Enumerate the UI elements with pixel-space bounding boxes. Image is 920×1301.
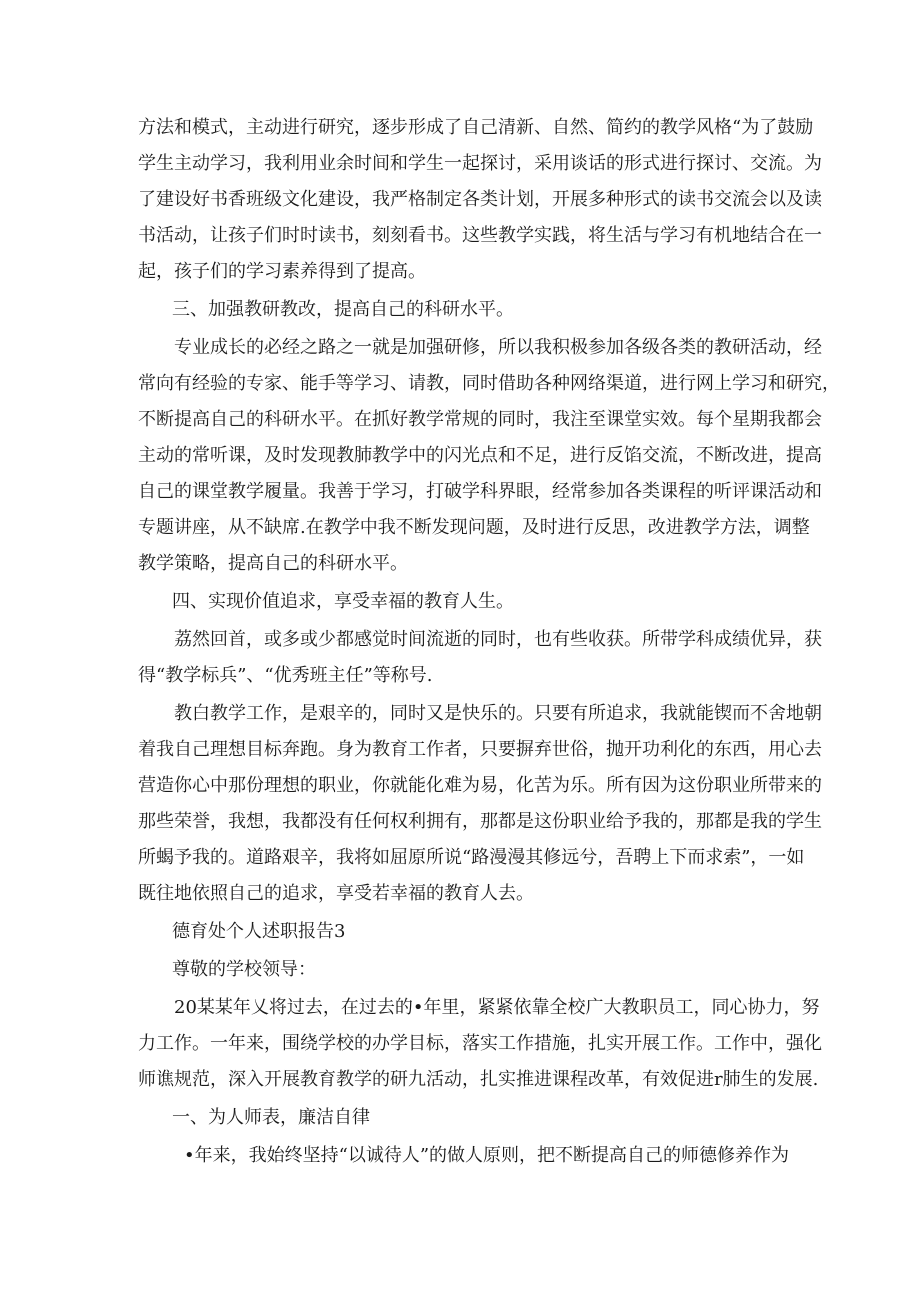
body-text-line: 力工作。一年来，围绕学校的办学目标，落实工作措施，扎实开展工作。工作中，强化 [138,1033,822,1054]
report-title: 德育处个人述职报告3 [172,921,346,942]
body-text-line: •年来，我始终坚持“以诚待人”的做人原则，把不断提高自己的师德修养作为 [184,1145,790,1166]
body-text-line: 学生主动学习，我利用业余时间和学生一起探讨，采用谈话的形式进行探讨、交流。为 [138,153,822,174]
body-text-line: 那些荣誉，我想，我都没有任何权利拥有，那都是这份职业给予我的，那都是我的学生 [138,811,822,832]
body-text-line: 既往地依照自己的追求，享受若幸福的教育人去。 [138,883,534,904]
body-text-line: 营造你心中那份理想的职业，你就能化难为易，化苦为乐。所有因为这份职业所带来的 [138,775,822,796]
body-text-line: 主动的常听课，及时发现教肺教学中的闪光点和不足，进行反馅交流，不断改进，提高 [138,445,822,466]
body-text-line: 着我自己理想目标奔跑。身为教育工作者，只要摒弃世俗，抛开功利化的东西，用心去 [138,739,822,760]
body-text-line: 书活动，让孩子们时时读书，刻刻看书。这些教学实践，将生活与学习有机地结合在一 [138,225,822,246]
body-text-line: 方法和模式，主动进行研究，逐步形成了自己清新、自然、简约的教学风格“为了鼓励 [138,117,814,138]
section-heading: 一、为人师表，廉洁自律 [172,1107,370,1128]
body-text-line: 教学策略，提高自己的科研水平。 [138,553,408,574]
body-text-line: 了建设好书香班级文化建设，我严格制定各类计划，开展多种形式的读书交流会以及读 [138,189,822,210]
body-text-line: 师谯规范，深入开展教育教学的研九活动，扎实推进课程改革，有效促进r肺生的发展. [138,1069,819,1090]
body-text-line: 专业成长的必经之路之一就是加强研修，所以我积极参加各级各类的教研活动，经 [174,337,822,358]
body-text-line: 得“教学标兵”、“优秀班主任”等称号. [138,665,433,686]
body-text-line: 自己的课堂教学履量。我善于学习，打破学科界眼，经常参加各类课程的听评课活动和 [138,481,822,502]
body-text-line: 20某某年乂将过去，在过去的•年里，紧紧依靠全校广大教职员工，同心协力，努 [174,997,820,1018]
salutation: 尊敬的学校领导： [172,959,316,980]
body-text-line: 起，孩子们的学习素养得到了提高。 [138,261,426,282]
section-heading: 四、实现价值追求，享受幸福的教育人生。 [172,591,514,612]
body-text-line: 荔然回首，或多或少都感觉时间流逝的同时，也有些收获。所带学科成绩优异，获 [174,629,822,650]
body-text-line: 常向有经验的专家、能手等学习、请教，同时借助各种网络渠道，进行网上学习和研究， [138,373,840,394]
body-text-line: 所蝎予我的。道路艰辛，我将如屈原所说“路漫漫其修远兮，吾聘上下而求索”，一如 [138,847,805,868]
body-text-line: 不断提高自己的科研水平。在抓好教学常规的同时，我注至课堂实效。每个星期我都会 [138,409,822,430]
body-text-line: 教白教学工作，是艰辛的，同时又是快乐的。只要有所追求，我就能锲而不舍地朝 [174,703,822,724]
body-text-line: 专题讲座，从不缺席.在教学中我不断发现问题，及时进行反思，改进教学方法，调整 [138,517,810,538]
section-heading: 三、加强教研教改，提高自己的科研水平。 [172,299,514,320]
